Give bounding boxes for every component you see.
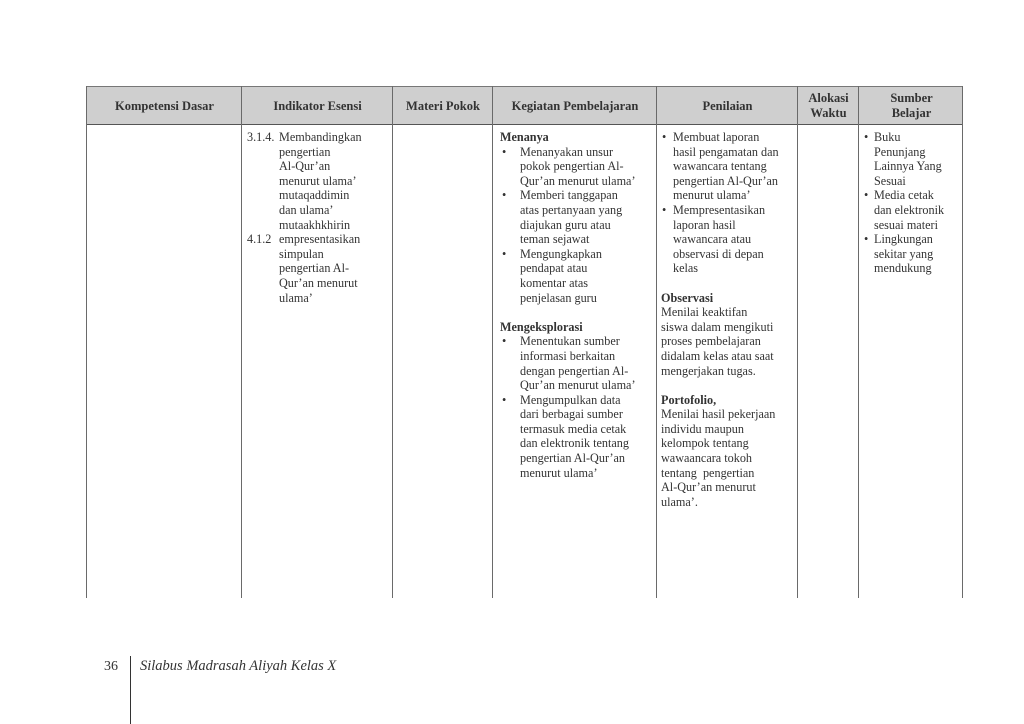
list-line: informasi berkaitan	[520, 348, 616, 363]
bullet-icon: •	[502, 246, 507, 261]
bullet-icon: •	[662, 202, 667, 217]
portofolio-text	[661, 407, 797, 509]
list-line: dan elektronik	[874, 202, 945, 217]
header-kompetensi-dasar: Kompetensi Dasar	[115, 98, 214, 113]
indikator-line: dan ulama’	[279, 202, 334, 217]
list-line: Buku	[874, 130, 901, 144]
list-line: mendukung	[874, 261, 932, 276]
list-item	[864, 232, 960, 276]
list-line: wawancara atau	[673, 232, 752, 247]
list-line: wawancara tentang	[673, 159, 767, 174]
menanya-title: Menanya	[500, 130, 549, 144]
bullet-icon: •	[502, 392, 507, 407]
indikator-line: simpulan	[279, 246, 324, 261]
list-line: sekitar yang	[874, 246, 934, 261]
text-line: individu maupun	[661, 421, 744, 436]
list-line: laporan hasil	[673, 217, 736, 232]
indikator-line: empresentasikan	[279, 232, 361, 247]
header-sumber-belajar: Sumber Belajar	[890, 91, 933, 120]
bullet-icon: •	[502, 188, 507, 203]
list-line: atas pertanyaan yang	[520, 202, 623, 217]
list-line: Mempresentasikan	[673, 202, 766, 217]
list-line: Mengumpulkan data	[520, 392, 621, 407]
list-item	[864, 130, 960, 188]
indikator-line: Membandingkan	[279, 130, 362, 144]
list-line: termasuk media cetak	[520, 421, 627, 436]
list-line: Lingkungan	[874, 232, 933, 247]
bullet-icon: •	[864, 130, 869, 144]
indikator-item	[247, 232, 392, 305]
column-border	[962, 86, 963, 598]
list-line: Qur’an menurut ulama’	[520, 378, 636, 393]
observasi-text	[661, 305, 797, 378]
list-line: Media cetak	[874, 188, 934, 203]
portofolio-title: Portofolio,	[661, 392, 717, 407]
list-item	[500, 334, 654, 392]
list-line: pendapat atau	[520, 261, 588, 276]
indikator-line: mutaakhkhirin	[279, 217, 351, 232]
bullet-icon: •	[662, 130, 667, 144]
list-line: dengan pengertian Al-	[520, 363, 629, 378]
list-item	[500, 188, 654, 246]
table-header	[86, 86, 963, 125]
text-line: Al-Qur’an menurut	[661, 480, 756, 495]
list-line: pokok pengertian Al-	[520, 159, 624, 174]
list-item	[500, 393, 654, 481]
list-line: Memberi tanggapan	[520, 188, 618, 203]
list-line: sesuai materi	[874, 217, 938, 232]
indikator-esensi-cell	[247, 130, 392, 305]
sumber-belajar-cell	[864, 130, 960, 276]
indikator-line: ulama’	[279, 290, 313, 305]
indikator-line: pengertian	[279, 144, 331, 159]
list-line: observasi di depan	[673, 246, 764, 261]
kegiatan-pembelajaran-cell	[500, 130, 654, 480]
list-line: dan elektronik tentang	[520, 436, 629, 451]
list-line: komentar atas	[520, 275, 589, 290]
list-line: Menentukan sumber	[520, 334, 620, 349]
list-line: dari berbagai sumber	[520, 407, 623, 422]
text-line: kelompok tentang	[661, 436, 749, 451]
list-line: diajukan guru atau	[520, 217, 611, 232]
list-line: Menanyakan unsur	[520, 144, 614, 159]
column-border	[656, 86, 657, 598]
column-border	[492, 86, 493, 598]
column-border	[241, 86, 242, 598]
footer-divider	[130, 656, 131, 724]
column-border	[392, 86, 393, 598]
text-line: siswa dalam mengikuti	[661, 319, 774, 334]
list-line: Membuat laporan	[673, 130, 760, 144]
list-line: Qur’an menurut ulama’	[520, 173, 636, 188]
text-line: proses pembelajaran	[661, 334, 761, 349]
list-line: Sesuai	[874, 173, 906, 188]
observasi-title: Observasi	[661, 290, 714, 305]
text-line: ulama’.	[661, 494, 698, 509]
text-line: Menilai keaktifan	[661, 305, 748, 320]
header-alokasi-waktu: Alokasi Waktu	[808, 91, 849, 120]
list-line: Lainnya Yang	[874, 159, 942, 174]
syllabus-table	[86, 86, 963, 598]
mengeksplorasi-title: Mengeksplorasi	[500, 319, 583, 334]
list-item	[500, 247, 654, 305]
indikator-number: 3.1.4.	[247, 130, 275, 144]
indikator-line: mutaqaddimin	[279, 188, 350, 203]
bullet-icon: •	[502, 144, 507, 159]
list-item	[500, 145, 654, 189]
indikator-number: 4.1.2	[247, 232, 272, 247]
text-line: didalam kelas atau saat	[661, 348, 774, 363]
list-line: penjelasan guru	[520, 290, 597, 305]
list-item	[661, 130, 797, 203]
indikator-line: Al-Qur’an	[279, 159, 331, 174]
indikator-line: menurut ulama’	[279, 173, 357, 188]
text-line: wawaancara tokoh	[661, 451, 753, 466]
text-line: Menilai hasil pekerjaan	[661, 407, 776, 422]
indikator-item	[247, 130, 392, 232]
list-line: teman sejawat	[520, 232, 590, 247]
penilaian-cell	[661, 130, 797, 509]
header-penilaian: Penilaian	[702, 98, 753, 113]
list-line: pengertian Al-Qur’an	[673, 173, 779, 188]
list-line: Mengungkapkan	[520, 246, 602, 261]
list-line: menurut ulama’	[520, 465, 598, 480]
header-materi-pokok: Materi Pokok	[406, 98, 480, 113]
list-line: kelas	[673, 261, 699, 276]
column-border	[858, 86, 859, 598]
text-line: mengerjakan tugas.	[661, 363, 756, 378]
header-kegiatan-pembelajaran: Kegiatan Pembelajaran	[511, 98, 639, 113]
footer-title: Silabus Madrasah Aliyah Kelas X	[140, 658, 337, 674]
list-line: Penunjang	[874, 144, 926, 159]
list-item	[661, 203, 797, 276]
list-line: menurut ulama’	[673, 188, 751, 203]
column-border	[86, 86, 87, 598]
bullet-icon: •	[502, 334, 507, 349]
bullet-icon: •	[864, 188, 869, 203]
text-line: tentang pengertian	[661, 465, 755, 480]
bullet-icon: •	[864, 232, 869, 247]
list-line: pengertian Al-Qur’an	[520, 451, 626, 466]
header-indikator-esensi: Indikator Esensi	[273, 98, 362, 113]
list-line: hasil pengamatan dan	[673, 144, 779, 159]
column-border	[797, 86, 798, 598]
page-number: 36	[104, 659, 118, 674]
indikator-line: pengertian Al-	[279, 261, 350, 276]
list-item	[864, 188, 960, 232]
indikator-line: Qur’an menurut	[279, 275, 358, 290]
